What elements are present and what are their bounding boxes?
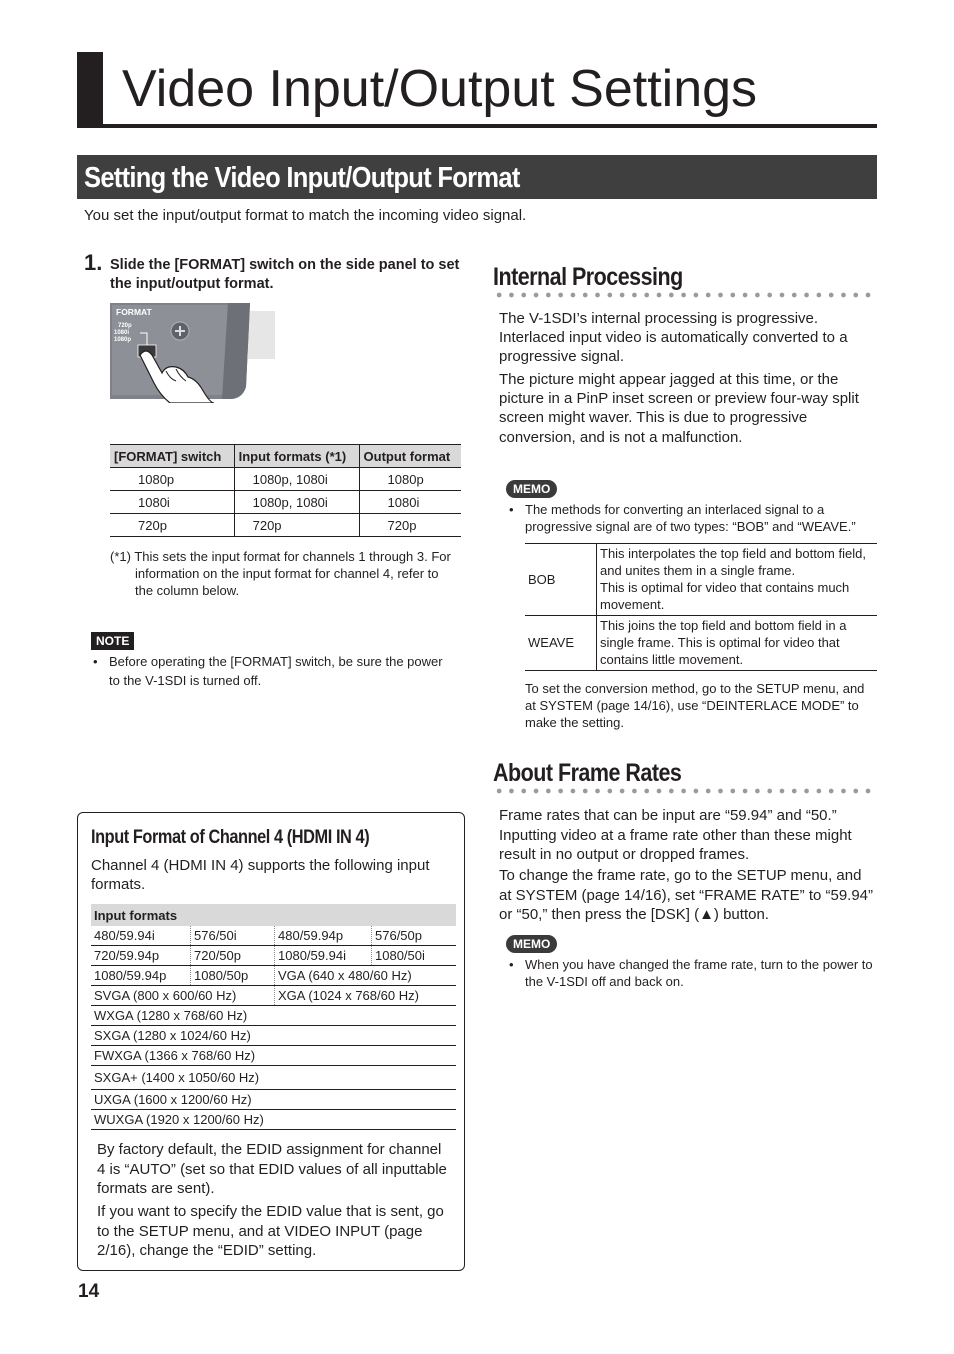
step-text: Slide the [FORMAT] switch on the side panel to set the input/output format.	[110, 257, 460, 292]
table-cell: 720p	[359, 514, 461, 537]
table-cell: 1080i	[359, 491, 461, 514]
table-cell: 480/59.94p	[275, 926, 372, 946]
edid-paragraph-1: By factory default, the EDID assignment for channel 4 is “AUTO” (set so that EDID values of all inputtable formats are sent).	[97, 1141, 447, 1197]
frame-rates-heading: About Frame Rates	[493, 759, 682, 787]
table-row	[525, 544, 877, 616]
title-rule	[77, 124, 877, 128]
table-row	[91, 1090, 456, 1110]
table-cell: 1080/50i	[372, 946, 457, 966]
table-row	[91, 966, 456, 986]
method-desc-weave-1: This joins the top field and bottom field in a single frame. This is optimal for video that contains little movement.	[600, 618, 847, 667]
note-item	[93, 652, 453, 690]
table-row	[91, 1066, 456, 1090]
table-cell: 1080p	[359, 468, 461, 491]
channel4-heading: Input Format of Channel 4 (HDMI IN 4)	[91, 827, 370, 848]
table-cell: 1080i	[110, 491, 234, 514]
table-cell: 1080/50p	[191, 966, 275, 986]
memo-text: • When you have changed the frame rate, turn to the power to the V-1SDI off and back on.	[509, 956, 877, 990]
page-title: Video Input/Output Settings	[122, 60, 758, 118]
table-cell: WXGA (1280 x 768/60 Hz)	[91, 1006, 456, 1026]
table-row	[110, 491, 461, 514]
table-cell: 720p	[110, 514, 234, 537]
device-pos-1080i: 1080i	[114, 330, 130, 336]
edid-paragraph-2: If you want to specify the EDID value that is sent, go to the SETUP menu, and at VIDEO INPUT (page 2/16), change the “EDID” setting.	[97, 1203, 444, 1259]
memo-item	[509, 501, 877, 535]
memo-item	[509, 956, 877, 990]
memo-badge-label: MEMO	[506, 935, 557, 953]
memo-badge-label: MEMO	[506, 480, 557, 498]
note-text: • Before operating the [FORMAT] switch, be sure the power to the V-1SDI is turned off.	[93, 652, 453, 690]
memo-badge	[506, 935, 557, 953]
memo-text: • The methods for converting an interlaced signal to a progressive signal are of two types: “BOB” and “WEAVE.”	[509, 501, 877, 535]
table-row	[110, 468, 461, 491]
method-name-bob: BOB	[525, 544, 597, 616]
internal-processing-p1: The V-1SDI’s internal processing is progressive. Interlaced input video is automatically converted to a progressive signal.	[499, 310, 848, 366]
footnote-text: (*1) This sets the input format for channels 1 through 3. For information on the input format for channel 4, refer to the column below.	[110, 549, 451, 598]
footnote	[110, 548, 460, 599]
heading-dot-rule	[493, 788, 877, 794]
table-row	[91, 1110, 456, 1130]
input-formats-header: Input formats	[91, 904, 456, 926]
method-name-weave: WEAVE	[525, 616, 597, 671]
table-row	[91, 946, 456, 966]
format-table-header-switch: [FORMAT] switch	[110, 445, 234, 468]
intro-text: You set the input/output format to match the incoming video signal.	[84, 207, 527, 224]
method-desc-bob-2: This is optimal for video that contains much movement.	[600, 580, 850, 612]
format-table	[110, 444, 461, 537]
method-desc-weave	[597, 616, 878, 671]
table-cell: XGA (1024 x 768/60 Hz)	[275, 986, 457, 1006]
table-cell: 720p	[234, 514, 359, 537]
table-cell: 720/59.94p	[91, 946, 191, 966]
table-cell: UXGA (1600 x 1200/60 Hz)	[91, 1090, 456, 1110]
table-row	[91, 986, 456, 1006]
method-desc-bob-1: This interpolates the top field and bottom field, and unites them in a single frame.	[600, 546, 866, 578]
frame-rates-p1: Frame rates that can be input are “59.94” and “50.” Inputting video at a frame rate other than these might result in no output or dropped frames.	[499, 807, 852, 863]
format-table-header-output: Output format	[359, 445, 461, 468]
section-title: Setting the Video Input/Output Format	[84, 162, 520, 194]
table-cell: 1080/59.94i	[275, 946, 372, 966]
heading-dot-rule	[493, 292, 877, 298]
channel4-input-formats-table	[91, 904, 456, 1130]
table-cell: 1080p	[110, 468, 234, 491]
table-cell: SVGA (800 x 600/60 Hz)	[91, 986, 275, 1006]
table-cell: 1080/59.94p	[91, 966, 191, 986]
table-row	[525, 616, 877, 671]
table-cell: 576/50i	[191, 926, 275, 946]
device-pos-720p: 720p	[118, 323, 132, 329]
internal-processing-heading: Internal Processing	[493, 263, 683, 291]
table-row	[91, 926, 456, 946]
table-cell: 480/59.94i	[91, 926, 191, 946]
step-number: 1.	[84, 250, 103, 275]
channel4-intro: Channel 4 (HDMI IN 4) supports the following input formats.	[91, 857, 430, 893]
note-badge-label: NOTE	[91, 632, 134, 650]
table-cell: SXGA (1280 x 1024/60 Hz)	[91, 1026, 456, 1046]
method-desc-bob	[597, 544, 878, 616]
note-badge	[91, 632, 134, 650]
table-cell: 720/50p	[191, 946, 275, 966]
memo-badge	[506, 480, 557, 498]
table-cell: WUXGA (1920 x 1200/60 Hz)	[91, 1110, 456, 1130]
table-row	[110, 514, 461, 537]
conversion-note: To set the conversion method, go to the SETUP menu, and at SYSTEM (page 14/16), use “DEINTERLACE MODE” to make the setting.	[525, 681, 865, 730]
table-cell: FWXGA (1366 x 768/60 Hz)	[91, 1046, 456, 1066]
internal-processing-p2: The picture might appear jagged at this time, or the picture in a PinP inset screen or preview four-way split screen might waver. This is due to progressive conversion, and is not a malfunction.	[499, 371, 859, 446]
table-cell: 576/50p	[372, 926, 457, 946]
deinterlace-methods-table	[525, 543, 877, 671]
format-switch-illustration	[110, 303, 275, 403]
frame-rates-p2: To change the frame rate, go to the SETUP menu, and at SYSTEM (page 14/16), set “FRAME RATE” to “59.94” or “50,” then press the [DSK] (▲) button.	[499, 867, 874, 923]
table-cell: 1080p, 1080i	[234, 491, 359, 514]
table-row	[91, 1006, 456, 1026]
table-cell: SXGA+ (1400 x 1050/60 Hz)	[91, 1066, 456, 1090]
device-format-label: FORMAT	[116, 307, 152, 317]
table-row	[91, 1026, 456, 1046]
format-table-header-input: Input formats (*1)	[234, 445, 359, 468]
table-cell: 1080p, 1080i	[234, 468, 359, 491]
device-pos-1080p: 1080p	[114, 337, 132, 343]
table-row	[91, 1046, 456, 1066]
page-number: 14	[78, 1281, 100, 1302]
table-cell: VGA (640 x 480/60 Hz)	[275, 966, 457, 986]
title-bar-marker	[77, 52, 103, 125]
